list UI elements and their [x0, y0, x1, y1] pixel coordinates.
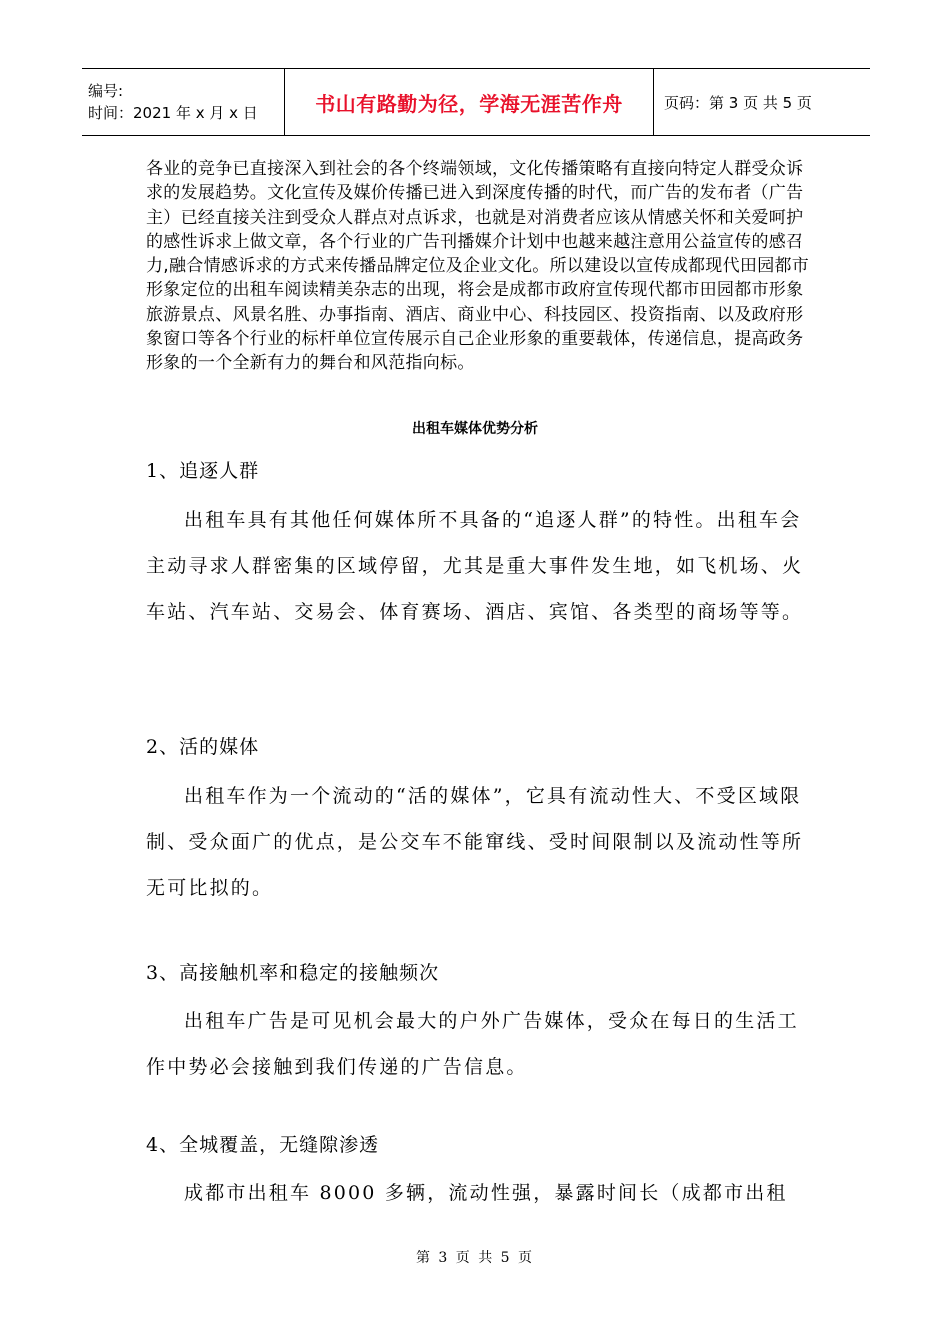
number-label: 编号: [88, 82, 124, 100]
time-label: 时间：2021 年 x 月 x 日 [88, 104, 258, 122]
header-meta [82, 69, 284, 135]
motto-text: 书山有路勤为径，学海无涯苦作舟 [315, 91, 623, 116]
header-motto [284, 69, 654, 135]
intro-paragraph: 各业的竞争已直接深入到社会的各个终端领域，文化传播策略有直接向特定人群受众诉求的发展趋势。文化宣传及媒价传播已进入到深度传播的时代，而广告的发布者（广告主）已经直接关注到受众人群点对点诉求，也就是对消费者应该从情感关怀和关爱呵护的感性诉求上做文章，各个行业的广告刊播媒介计划中也越来越注意用公益宣传的感召力,融合情感诉求的方式来传播品牌定位及企业文化。所以建设以宣传成都现代田园都市形象定位的出租车阅读精美杂志的出现，将会是成都市政府宣传现代都市田园都市形象旅游景点、风景名胜、办事指南、酒店、商业中心、科技园区、投资指南、以及政府形象窗口等各个行业的标杆单位宣传展示自己企业形象的重要载体，传递信息，提高政务形象的一个全新有力的舞台和风范指向标。 [146, 159, 810, 374]
page-footer: 第 3 页 共 5 页 [415, 1250, 535, 1266]
item-body-2: 出租车作为一个流动的“活的媒体”，它具有流动性大、不受区域限制、受众面广的优点，是公交车不能窜线、受时间限制以及流动性等所无可比拟的。 [146, 785, 804, 899]
item-body-4: 成都市出租车 8000 多辆，流动性强，暴露时间长（成都市出租 [184, 1182, 788, 1204]
item-heading-4: 4、全城覆盖，无缝隙渗透 [146, 1134, 380, 1156]
item-body-3: 出租车广告是可见机会最大的户外广告媒体，受众在每日的生活工作中势必会接触到我们传递的广告信息。 [146, 1010, 799, 1078]
section-title: 出租车媒体优势分析 [412, 421, 538, 437]
item-heading-1: 1、追逐人群 [146, 460, 260, 482]
page-info-text: 页码：第 3 页 共 5 页 [664, 93, 812, 112]
item-heading-2: 2、活的媒体 [146, 736, 260, 758]
item-body-1: 出租车具有其他任何媒体所不具备的“追逐人群”的特性。出租车会主动寻求人群密集的区域停留，尤其是重大事件发生地，如飞机场、火车站、汽车站、交易会、体育赛场、酒店、宾馆、各类型的商场等等。 [146, 509, 804, 623]
item-heading-3: 3、高接触机率和稳定的接触频次 [146, 962, 440, 984]
page-header [82, 68, 870, 136]
header-page-info [654, 69, 870, 135]
